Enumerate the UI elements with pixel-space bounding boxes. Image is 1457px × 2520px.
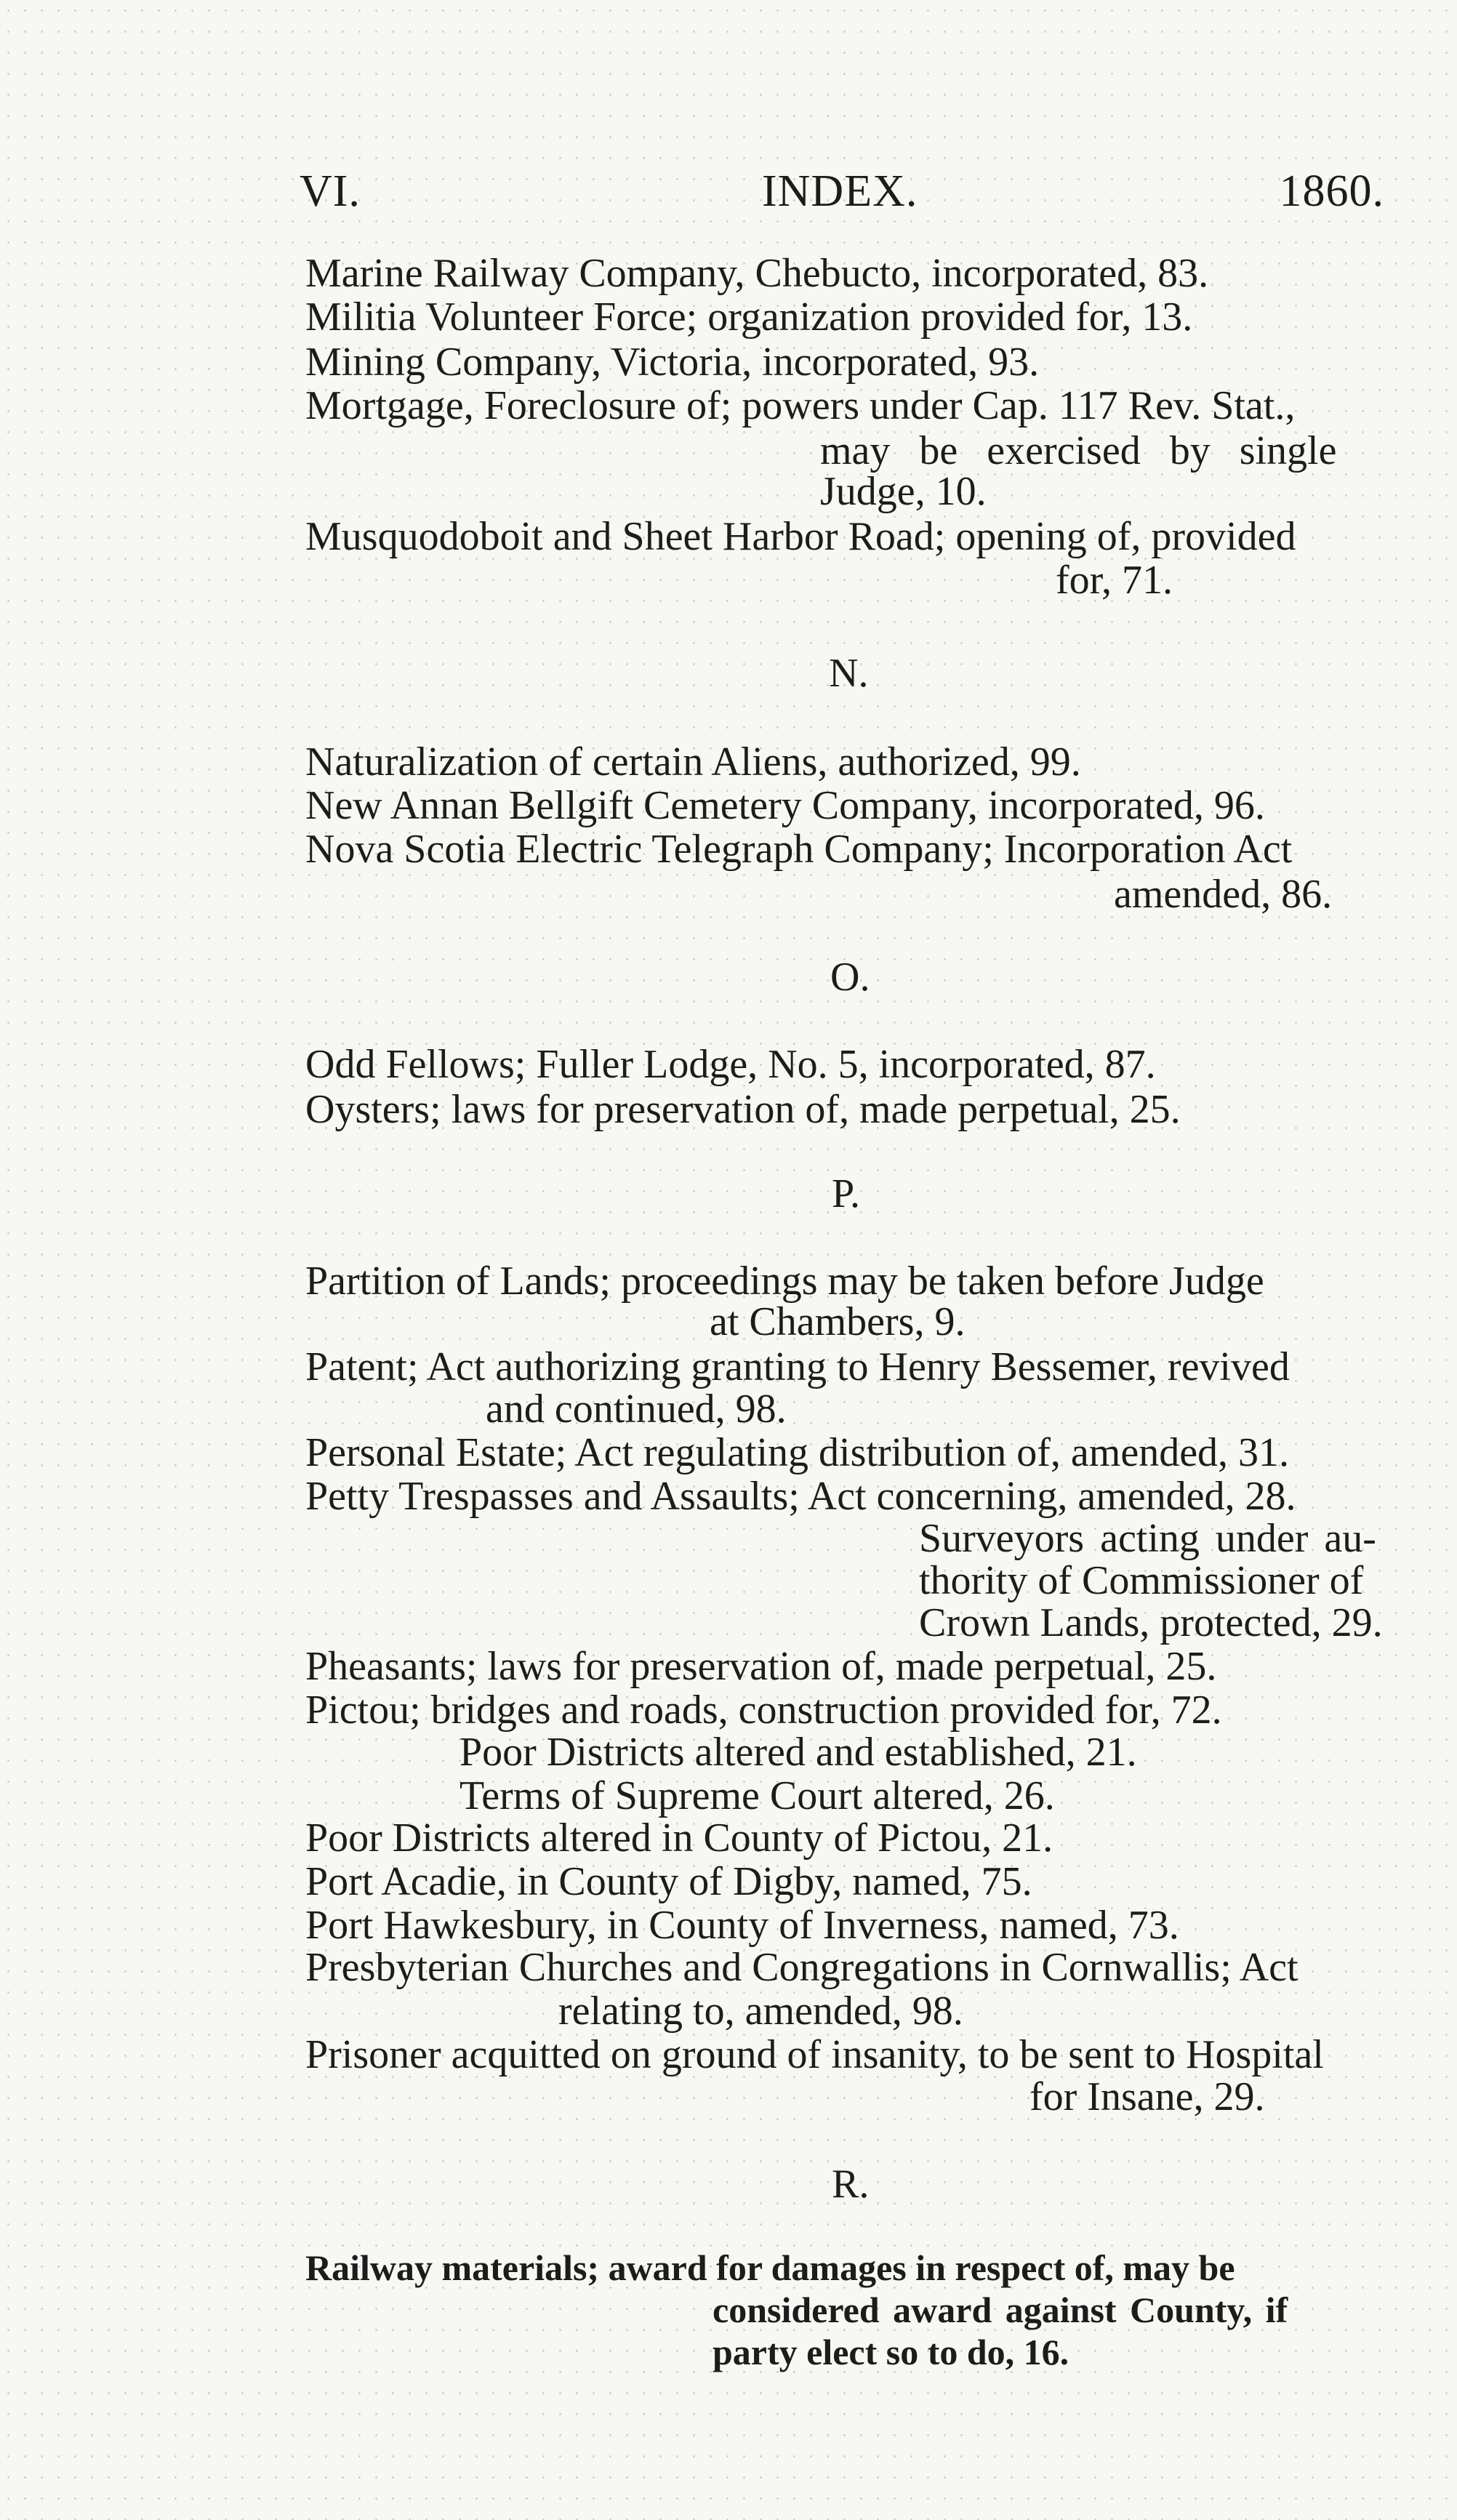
index-entry: Railway materials; award for damages in respect of, may be: [305, 2247, 1235, 2288]
section-letter-r: R.: [832, 2162, 870, 2207]
index-entry-continuation: and continued, 98.: [486, 1387, 787, 1432]
index-entry: Naturalization of certain Aliens, authorized, 99.: [305, 739, 1081, 785]
section-letter-n: N.: [829, 651, 869, 696]
index-entry: Nova Scotia Electric Telegraph Company; Incorporation Act: [305, 827, 1293, 872]
index-entry: Musquodoboit and Sheet Harbor Road; opening of, provided: [305, 514, 1296, 559]
index-entry: Oysters; laws for preservation of, made perpetual, 25.: [305, 1087, 1181, 1132]
index-entry-continuation: may be exercised by single: [820, 428, 1337, 473]
index-entry: New Annan Bellgift Cemetery Company, incorporated, 96.: [305, 783, 1265, 828]
index-entry: Odd Fellows; Fuller Lodge, No. 5, incorporated, 87.: [305, 1042, 1156, 1087]
index-entry-continuation: amended, 86.: [1114, 872, 1333, 917]
year: 1860.: [1279, 166, 1384, 216]
index-entry: Mining Company, Victoria, incorporated, 93.: [305, 340, 1040, 385]
index-entry-continuation: Surveyors acting under au-: [919, 1516, 1376, 1561]
page-number: VI.: [300, 166, 361, 216]
index-entry: Pheasants; laws for preservation of, made perpetual, 25.: [305, 1644, 1217, 1689]
index-entry: Petty Trespasses and Assaults; Act concerning, amended, 28.: [305, 1474, 1296, 1519]
index-entry-continuation: Judge, 10.: [820, 469, 987, 514]
index-entry: Personal Estate; Act regulating distribution of, amended, 31.: [305, 1430, 1290, 1475]
index-entry: Partition of Lands; proceedings may be taken before Judge: [305, 1259, 1264, 1304]
index-entry: Poor Districts altered in County of Pictou, 21.: [305, 1815, 1053, 1861]
index-entry-continuation: thority of Commissioner of: [919, 1558, 1364, 1603]
index-entry: Marine Railway Company, Chebucto, incorporated, 83.: [305, 251, 1209, 296]
section-letter-o: O.: [830, 955, 870, 1000]
index-entry: Patent; Act authorizing granting to Henry Bessemer, revived: [305, 1344, 1290, 1389]
index-entry: Port Acadie, in County of Digby, named, 75.: [305, 1859, 1032, 1904]
index-entry: Prisoner acquitted on ground of insanity, to be sent to Hospital: [305, 2032, 1324, 2077]
index-entry-continuation: considered award against County, if: [713, 2290, 1288, 2330]
index-entry: Militia Volunteer Force; organization provided for, 13.: [305, 294, 1193, 340]
index-entry: Pictou; bridges and roads, construction provided for, 72.: [305, 1688, 1222, 1733]
index-entry: Port Hawkesbury, in County of Inverness, named, 73.: [305, 1903, 1179, 1948]
index-entry-continuation: at Chambers, 9.: [710, 1299, 966, 1344]
index-entry-continuation: Poor Districts altered and established, 21.: [459, 1730, 1137, 1775]
index-entry-continuation: Terms of Supreme Court altered, 26.: [459, 1773, 1055, 1818]
index-entry-continuation: for, 71.: [1056, 558, 1173, 603]
index-entry: Presbyterian Churches and Congregations in Cornwallis; Act: [305, 1945, 1299, 1990]
index-entry-continuation: party elect so to do, 16.: [713, 2332, 1069, 2372]
page-title: INDEX.: [762, 166, 918, 216]
index-entry-continuation: Crown Lands, protected, 29.: [919, 1600, 1383, 1645]
index-entry: Mortgage, Foreclosure of; powers under Cap. 117 Rev. Stat.,: [305, 383, 1296, 428]
section-letter-p: P.: [832, 1171, 860, 1216]
index-entry-continuation: relating to, amended, 98.: [558, 1989, 963, 2034]
index-entry-continuation: for Insane, 29.: [1029, 2074, 1265, 2119]
